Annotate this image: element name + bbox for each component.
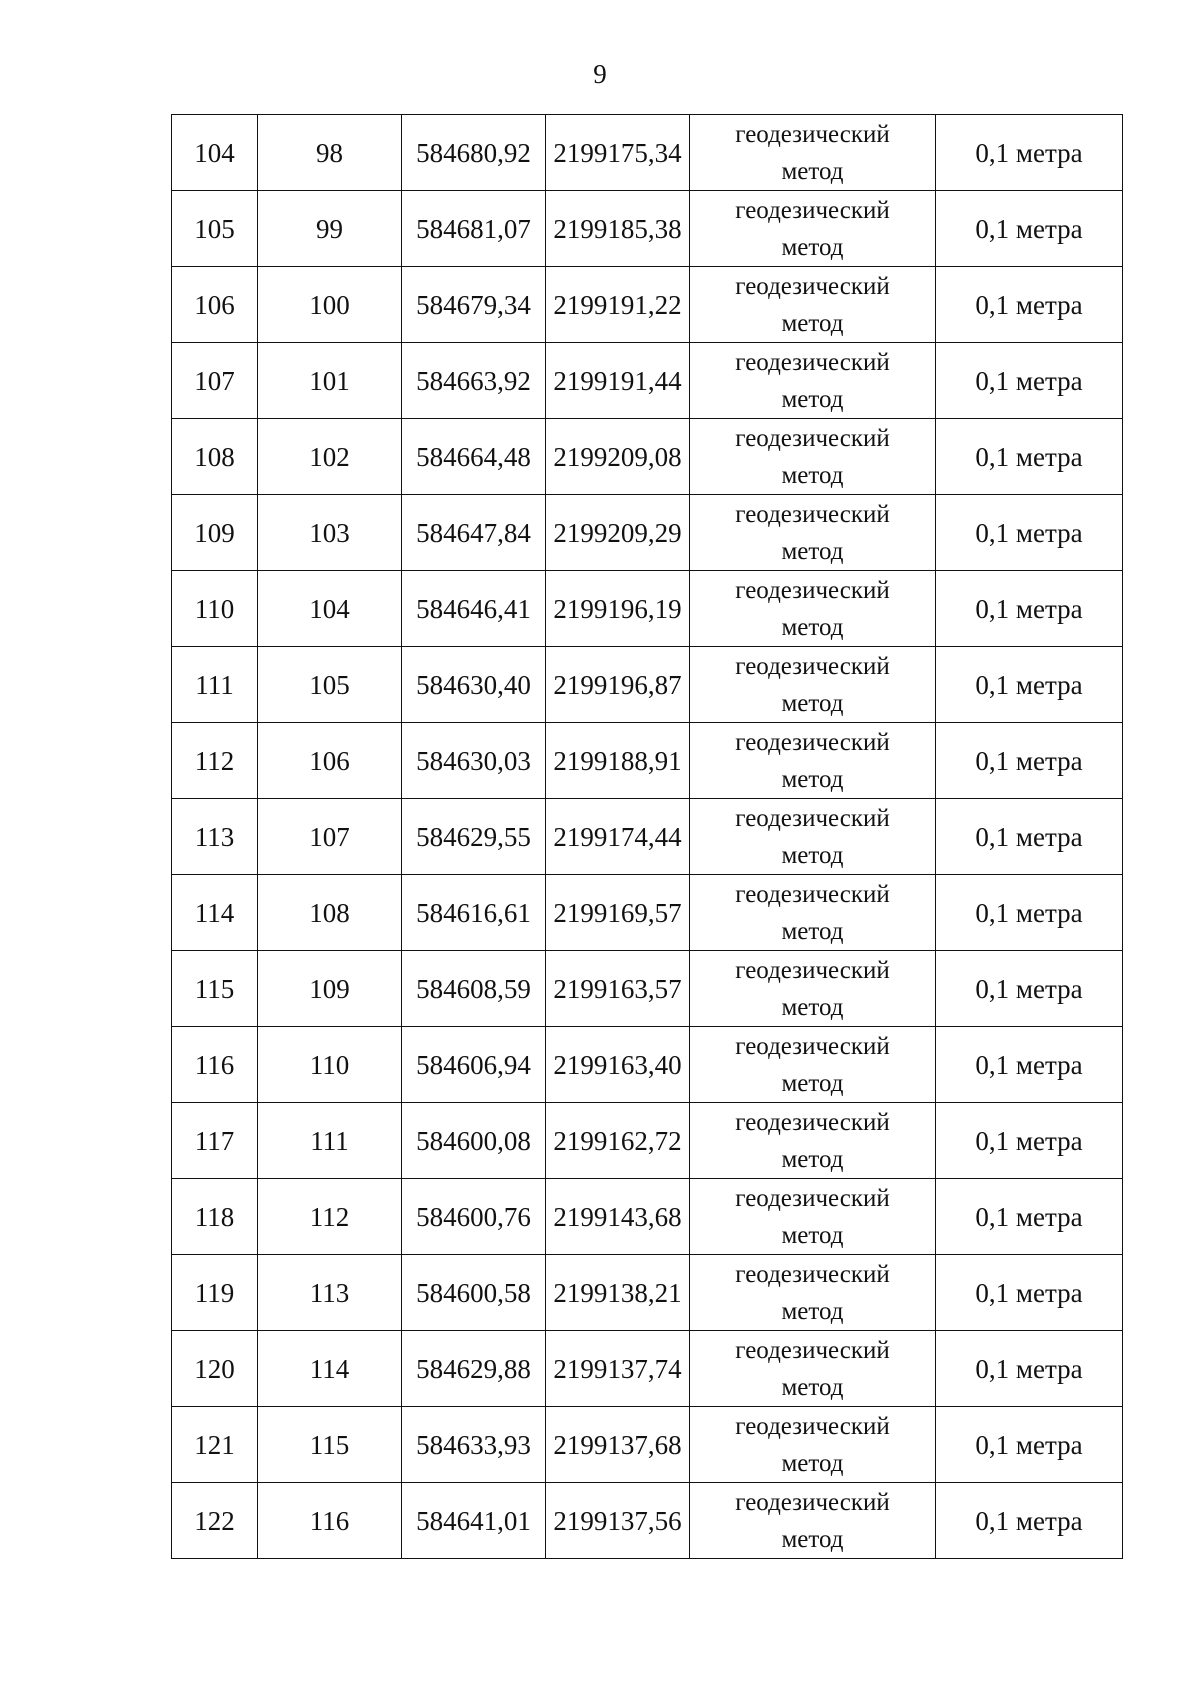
y-coordinate-cell: 2199185,38 [546, 191, 690, 267]
method-cell [690, 191, 936, 267]
y-coordinate-cell: 2199196,19 [546, 571, 690, 647]
method-cell [690, 951, 936, 1027]
method-cell [690, 115, 936, 191]
row-number-cell: 115 [172, 951, 258, 1027]
method-cell [690, 1255, 936, 1331]
accuracy-cell: 0,1 метра [936, 1255, 1123, 1331]
accuracy-cell: 0,1 метра [936, 1331, 1123, 1407]
method-cell [690, 1179, 936, 1255]
method-line-1: геодезический [735, 1336, 890, 1364]
row-number-cell: 113 [172, 799, 258, 875]
x-coordinate-cell: 584633,93 [402, 1407, 546, 1483]
point-number-cell: 112 [258, 1179, 402, 1255]
accuracy-cell: 0,1 метра [936, 875, 1123, 951]
point-number-cell: 106 [258, 723, 402, 799]
method-line-2: метод [781, 993, 844, 1021]
table-row [172, 495, 1123, 571]
x-coordinate-cell: 584629,88 [402, 1331, 546, 1407]
table-row [172, 343, 1123, 419]
x-coordinate-cell: 584629,55 [402, 799, 546, 875]
method-line-2: метод [781, 1373, 844, 1401]
row-number-cell: 109 [172, 495, 258, 571]
method-line-2: метод [781, 461, 844, 489]
point-number-cell: 108 [258, 875, 402, 951]
method-cell [690, 495, 936, 571]
method-line-1: геодезический [735, 880, 890, 908]
method-line-2: метод [781, 917, 844, 945]
row-number-cell: 116 [172, 1027, 258, 1103]
method-line-2: метод [781, 1297, 844, 1325]
accuracy-cell: 0,1 метра [936, 343, 1123, 419]
method-cell [690, 1331, 936, 1407]
table-row [172, 419, 1123, 495]
x-coordinate-cell: 584647,84 [402, 495, 546, 571]
point-number-cell: 113 [258, 1255, 402, 1331]
row-number-cell: 106 [172, 267, 258, 343]
accuracy-cell: 0,1 метра [936, 1407, 1123, 1483]
accuracy-cell: 0,1 метра [936, 1483, 1123, 1559]
method-line-1: геодезический [735, 1032, 890, 1060]
table-row [172, 191, 1123, 267]
method-line-1: геодезический [735, 652, 890, 680]
method-line-1: геодезический [735, 1412, 890, 1440]
point-number-cell: 110 [258, 1027, 402, 1103]
y-coordinate-cell: 2199162,72 [546, 1103, 690, 1179]
method-cell [690, 1483, 936, 1559]
table-row [172, 1407, 1123, 1483]
point-number-cell: 114 [258, 1331, 402, 1407]
y-coordinate-cell: 2199169,57 [546, 875, 690, 951]
coordinates-table [171, 114, 1123, 1559]
row-number-cell: 121 [172, 1407, 258, 1483]
point-number-cell: 116 [258, 1483, 402, 1559]
table-row [172, 951, 1123, 1027]
y-coordinate-cell: 2199209,08 [546, 419, 690, 495]
row-number-cell: 111 [172, 647, 258, 723]
table-row [172, 1255, 1123, 1331]
table-row [172, 1331, 1123, 1407]
row-number-cell: 120 [172, 1331, 258, 1407]
method-line-1: геодезический [735, 1488, 890, 1516]
method-cell [690, 647, 936, 723]
accuracy-cell: 0,1 метра [936, 267, 1123, 343]
row-number-cell: 104 [172, 115, 258, 191]
point-number-cell: 115 [258, 1407, 402, 1483]
table-row [172, 1103, 1123, 1179]
method-cell [690, 571, 936, 647]
point-number-cell: 102 [258, 419, 402, 495]
accuracy-cell: 0,1 метра [936, 1179, 1123, 1255]
x-coordinate-cell: 584608,59 [402, 951, 546, 1027]
method-cell [690, 1407, 936, 1483]
method-cell [690, 799, 936, 875]
method-line-1: геодезический [735, 1184, 890, 1212]
point-number-cell: 98 [258, 115, 402, 191]
method-line-1: геодезический [735, 196, 890, 224]
x-coordinate-cell: 584630,40 [402, 647, 546, 723]
method-line-1: геодезический [735, 1260, 890, 1288]
method-line-1: геодезический [735, 728, 890, 756]
y-coordinate-cell: 2199196,87 [546, 647, 690, 723]
row-number-cell: 108 [172, 419, 258, 495]
method-line-1: геодезический [735, 424, 890, 452]
method-cell [690, 419, 936, 495]
accuracy-cell: 0,1 метра [936, 115, 1123, 191]
accuracy-cell: 0,1 метра [936, 1027, 1123, 1103]
point-number-cell: 105 [258, 647, 402, 723]
method-cell [690, 267, 936, 343]
x-coordinate-cell: 584681,07 [402, 191, 546, 267]
accuracy-cell: 0,1 метра [936, 495, 1123, 571]
method-line-1: геодезический [735, 1108, 890, 1136]
accuracy-cell: 0,1 метра [936, 799, 1123, 875]
table-row [172, 1179, 1123, 1255]
y-coordinate-cell: 2199191,44 [546, 343, 690, 419]
y-coordinate-cell: 2199143,68 [546, 1179, 690, 1255]
point-number-cell: 104 [258, 571, 402, 647]
x-coordinate-cell: 584663,92 [402, 343, 546, 419]
method-line-2: метод [781, 689, 844, 717]
point-number-cell: 107 [258, 799, 402, 875]
accuracy-cell: 0,1 метра [936, 571, 1123, 647]
row-number-cell: 117 [172, 1103, 258, 1179]
row-number-cell: 119 [172, 1255, 258, 1331]
method-cell [690, 723, 936, 799]
method-line-2: метод [781, 1069, 844, 1097]
x-coordinate-cell: 584641,01 [402, 1483, 546, 1559]
y-coordinate-cell: 2199138,21 [546, 1255, 690, 1331]
y-coordinate-cell: 2199137,68 [546, 1407, 690, 1483]
table-row [172, 571, 1123, 647]
method-line-2: метод [781, 157, 844, 185]
method-cell [690, 1027, 936, 1103]
row-number-cell: 112 [172, 723, 258, 799]
accuracy-cell: 0,1 метра [936, 191, 1123, 267]
method-line-1: геодезический [735, 956, 890, 984]
row-number-cell: 105 [172, 191, 258, 267]
y-coordinate-cell: 2199175,34 [546, 115, 690, 191]
x-coordinate-cell: 584616,61 [402, 875, 546, 951]
y-coordinate-cell: 2199191,22 [546, 267, 690, 343]
method-line-2: метод [781, 537, 844, 565]
y-coordinate-cell: 2199209,29 [546, 495, 690, 571]
y-coordinate-cell: 2199163,40 [546, 1027, 690, 1103]
y-coordinate-cell: 2199137,56 [546, 1483, 690, 1559]
table-row [172, 723, 1123, 799]
row-number-cell: 122 [172, 1483, 258, 1559]
x-coordinate-cell: 584680,92 [402, 115, 546, 191]
method-cell [690, 1103, 936, 1179]
method-cell [690, 875, 936, 951]
table-row [172, 875, 1123, 951]
table-row [172, 267, 1123, 343]
row-number-cell: 107 [172, 343, 258, 419]
row-number-cell: 114 [172, 875, 258, 951]
point-number-cell: 109 [258, 951, 402, 1027]
accuracy-cell: 0,1 метра [936, 647, 1123, 723]
method-cell [690, 343, 936, 419]
point-number-cell: 99 [258, 191, 402, 267]
point-number-cell: 101 [258, 343, 402, 419]
accuracy-cell: 0,1 метра [936, 723, 1123, 799]
x-coordinate-cell: 584606,94 [402, 1027, 546, 1103]
method-line-2: метод [781, 1525, 844, 1553]
point-number-cell: 103 [258, 495, 402, 571]
method-line-1: геодезический [735, 804, 890, 832]
y-coordinate-cell: 2199174,44 [546, 799, 690, 875]
point-number-cell: 111 [258, 1103, 402, 1179]
page-number: 9 [593, 59, 607, 89]
x-coordinate-cell: 584600,58 [402, 1255, 546, 1331]
row-number-cell: 110 [172, 571, 258, 647]
x-coordinate-cell: 584630,03 [402, 723, 546, 799]
y-coordinate-cell: 2199137,74 [546, 1331, 690, 1407]
table-row [172, 115, 1123, 191]
point-number-cell: 100 [258, 267, 402, 343]
x-coordinate-cell: 584600,08 [402, 1103, 546, 1179]
accuracy-cell: 0,1 метра [936, 951, 1123, 1027]
x-coordinate-cell: 584679,34 [402, 267, 546, 343]
table-row [172, 799, 1123, 875]
method-line-1: геодезический [735, 348, 890, 376]
y-coordinate-cell: 2199163,57 [546, 951, 690, 1027]
method-line-2: метод [781, 1449, 844, 1477]
accuracy-cell: 0,1 метра [936, 1103, 1123, 1179]
accuracy-cell: 0,1 метра [936, 419, 1123, 495]
method-line-2: метод [781, 1145, 844, 1173]
method-line-1: геодезический [735, 120, 890, 148]
table-row [172, 1483, 1123, 1559]
x-coordinate-cell: 584664,48 [402, 419, 546, 495]
table-row [172, 647, 1123, 723]
method-line-1: геодезический [735, 500, 890, 528]
row-number-cell: 118 [172, 1179, 258, 1255]
table-row [172, 1027, 1123, 1103]
x-coordinate-cell: 584600,76 [402, 1179, 546, 1255]
method-line-2: метод [781, 1221, 844, 1249]
method-line-1: геодезический [735, 576, 890, 604]
method-line-2: метод [781, 613, 844, 641]
method-line-2: метод [781, 233, 844, 261]
y-coordinate-cell: 2199188,91 [546, 723, 690, 799]
method-line-2: метод [781, 385, 844, 413]
method-line-2: метод [781, 765, 844, 793]
method-line-2: метод [781, 309, 844, 337]
table-body [172, 115, 1123, 1559]
x-coordinate-cell: 584646,41 [402, 571, 546, 647]
method-line-2: метод [781, 841, 844, 869]
method-line-1: геодезический [735, 272, 890, 300]
